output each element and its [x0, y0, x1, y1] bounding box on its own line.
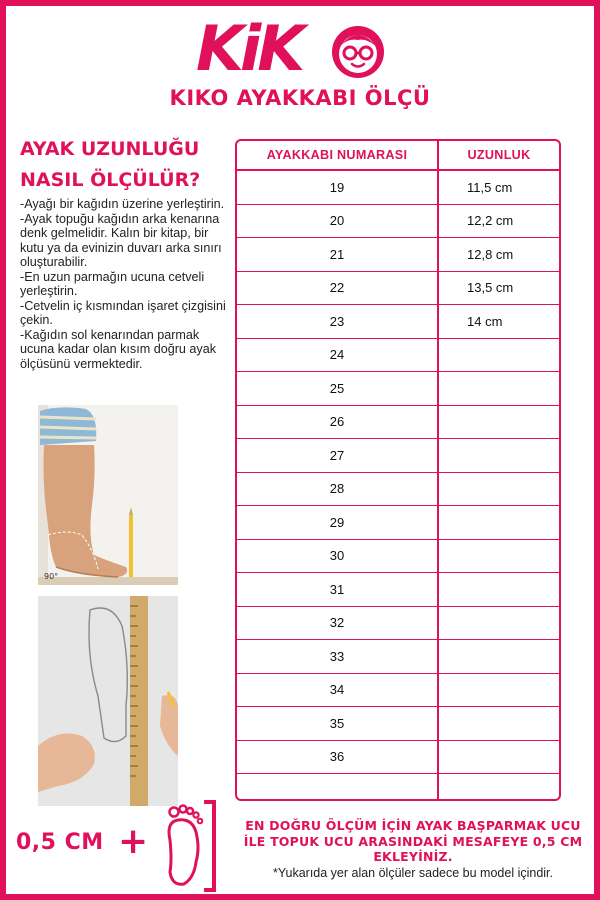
plus-label: 0,5 CM	[16, 830, 104, 855]
instruction-item: -Cetvelin iç kısmından işaret çizgisini çekin.	[20, 298, 226, 327]
cell-length: 12,8 cm	[467, 246, 514, 262]
table-row	[237, 372, 559, 406]
table-row	[237, 305, 559, 339]
cell-length	[439, 473, 559, 506]
cell-length: 14 cm	[467, 313, 503, 329]
subtitle: KIKO AYAKKABI ÖLÇÜ	[169, 86, 431, 110]
model-disclaimer: *Yukarıda yer alan ölçüler sadece bu model içindir.	[272, 866, 554, 880]
cell-length	[439, 774, 559, 801]
table-row	[237, 339, 559, 373]
cell-shoe-size: 34	[237, 674, 439, 707]
table-row	[237, 238, 559, 272]
logo-text: KiK	[196, 12, 302, 85]
cell-shoe-size	[237, 774, 439, 801]
cell-shoe-size: 27	[237, 439, 439, 472]
ruler-measure-photo	[38, 596, 178, 806]
heading-line-2: NASIL ÖLÇÜLÜR?	[20, 169, 201, 191]
cell-length	[439, 707, 559, 740]
measure-heading	[20, 134, 230, 196]
cell-length	[439, 741, 559, 774]
cell-shoe-size: 24	[237, 339, 439, 372]
table-row	[237, 774, 559, 801]
table-row	[237, 272, 559, 306]
table-row	[237, 741, 559, 775]
table-row	[237, 205, 559, 239]
table-row	[237, 540, 559, 574]
plus-sign: +	[118, 821, 149, 862]
cell-length: 13,5 cm	[467, 280, 514, 296]
cell-length	[439, 339, 559, 372]
logo-face-icon	[326, 20, 390, 80]
table-row	[237, 171, 559, 205]
cell-length	[439, 372, 559, 405]
cell-length: 11,5 cm	[467, 179, 513, 195]
cell-length	[439, 506, 559, 539]
cell-length	[439, 573, 559, 606]
cell-shoe-size: 30	[237, 540, 439, 573]
table-row	[237, 674, 559, 708]
table-row	[237, 406, 559, 440]
table-row	[237, 640, 559, 674]
size-table	[235, 139, 561, 801]
table-row	[237, 607, 559, 641]
kiko-logo	[196, 14, 406, 84]
cell-shoe-size: 31	[237, 573, 439, 606]
cell-shoe-size: 19	[237, 171, 439, 204]
table-body	[237, 171, 559, 801]
cell-shoe-size: 25	[237, 372, 439, 405]
cell-length: 12,2 cm	[467, 213, 514, 229]
cell-length	[439, 607, 559, 640]
instructions	[20, 197, 234, 371]
cell-length	[439, 439, 559, 472]
foot-against-wall-photo	[38, 405, 178, 585]
cell-shoe-size: 33	[237, 640, 439, 673]
table-row	[237, 573, 559, 607]
cell-shoe-size: 28	[237, 473, 439, 506]
measurement-note: EN DOĞRU ÖLÇÜM İÇİN AYAK BAŞPARMAK UCU İLE TOPUK UCU ARASINDAKİ MESAFEYE 0,5 CM EKLEYİNİZ.	[243, 818, 583, 864]
instruction-item: -Kağıdın sol kenarından parmak ucuna kadar olan kısım doğru ayak ölçüsünü vermektedir.	[20, 327, 217, 371]
instruction-item: -En uzun parmağın ucuna cetveli yerleştirin.	[20, 269, 205, 298]
table-header	[237, 141, 559, 171]
cell-shoe-size: 23	[237, 305, 439, 338]
table-row	[237, 439, 559, 473]
instruction-item: -Ayağı bir kağıdın üzerine yerleştirin.	[20, 197, 225, 211]
table-row	[237, 506, 559, 540]
cell-shoe-size: 36	[237, 741, 439, 774]
cell-length	[439, 640, 559, 673]
cell-shoe-size: 35	[237, 707, 439, 740]
cell-length	[439, 540, 559, 573]
cell-shoe-size: 32	[237, 607, 439, 640]
table-row	[237, 707, 559, 741]
header-length: UZUNLUK	[467, 148, 531, 162]
cell-shoe-size: 21	[237, 238, 439, 271]
foot-icon	[160, 800, 222, 892]
cell-shoe-size: 22	[237, 272, 439, 305]
heading-line-1: AYAK UZUNLUĞU	[20, 138, 200, 160]
instruction-item: -Ayak topuğu kağıdın arka kenarına denk gelmelidir. Kalın bir kitap, bir kutu ya da evinizin duvarı arka sınırı oluşturabilir.	[20, 211, 222, 269]
cell-shoe-size: 29	[237, 506, 439, 539]
cell-shoe-size: 20	[237, 205, 439, 238]
cell-shoe-size: 26	[237, 406, 439, 439]
header-shoe-size: AYAKKABI NUMARASI	[237, 141, 439, 169]
cell-length	[439, 406, 559, 439]
angle-label: 90°	[44, 572, 59, 581]
cell-length	[439, 674, 559, 707]
table-row	[237, 473, 559, 507]
